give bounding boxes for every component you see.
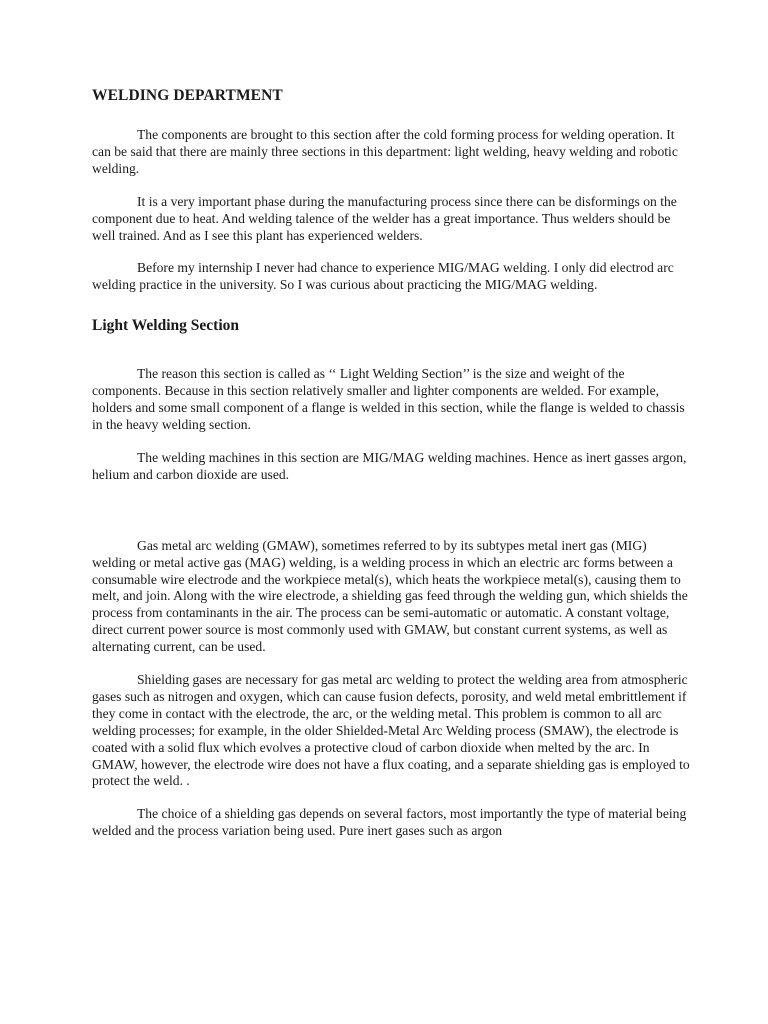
paragraph-welding-machines: The welding machines in this section are MIG/MAG welding machines. Hence as inert gasses argon, helium and carbon dioxide are used.	[92, 449, 687, 482]
paragraph-gmaw: Gas metal arc welding (GMAW), sometimes referred to by its subtypes metal inert gas (MIG) welding or metal active gas (MAG) welding, is a welding process in which an electric arc forms between a consumable wire electrode and the workpiece metal(s), which heats the workpiece metal(s), causing them to melt, and join. Along with the wire electrode, a shielding gas feed through the welding gun, which shields the process from contaminants in the air. The process can be semi-automatic or automatic. A constant voltage, direct current power source is most commonly used with GMAW, but constant current systems, as well as alternating current, can be used.	[92, 537, 688, 655]
paragraph-section-name-reason: The reason this section is called as ‘‘ Light Welding Section’’ is the size and weight of the components. Because in this section relatively smaller and lighter components are welded. For example, holders and some small component of a flange is welded in this section, while the flange is welded to chassis in the heavy welding section.	[92, 366, 685, 432]
paragraph-components: The components are brought to this section after the cold forming process for welding operation. It can be said that there are mainly three sections in this department: light welding, heavy welding and robotic welding.	[92, 127, 678, 176]
paragraph-gas-choice: The choice of a shielding gas depends on several factors, most importantly the type of material being welded and the process variation being used. Pure inert gases such as argon	[92, 806, 687, 839]
section-heading-light-welding: Light Welding Section	[92, 317, 239, 335]
paragraph-shielding-gases: Shielding gases are necessary for gas metal arc welding to protect the welding area from atmospheric gases such as nitrogen and oxygen, which can cause fusion defects, porosity, and weld metal embrittlement if they come in contact with the electrode, the arc, or the welding metal. This problem is common to all arc welding processes; for example, in the older Shielded-Metal Arc Welding process (SMAW), the electrode is coated with a solid flux which evolves a protective cloud of carbon dioxide when melted by the arc. In GMAW, however, the electrode wire does not have a flux coating, and a separate shielding gas is employed to protect the weld. .	[92, 672, 690, 789]
paragraph-important-phase: It is a very important phase during the manufacturing process since there can be disformings on the component due to heat. And welding talence of the welder has a great importance. Thus welders should be well trained. And as I see this plant has experienced welders.	[92, 193, 677, 243]
paragraph-internship: Before my internship I never had chance to experience MIG/MAG welding. I only did electrod arc welding practice in the university. So I was curious about practicing the MIG/MAG welding.	[92, 260, 674, 293]
section-heading-welding-department: WELDING DEPARTMENT	[92, 87, 283, 104]
document-page	[92, 86, 692, 840]
